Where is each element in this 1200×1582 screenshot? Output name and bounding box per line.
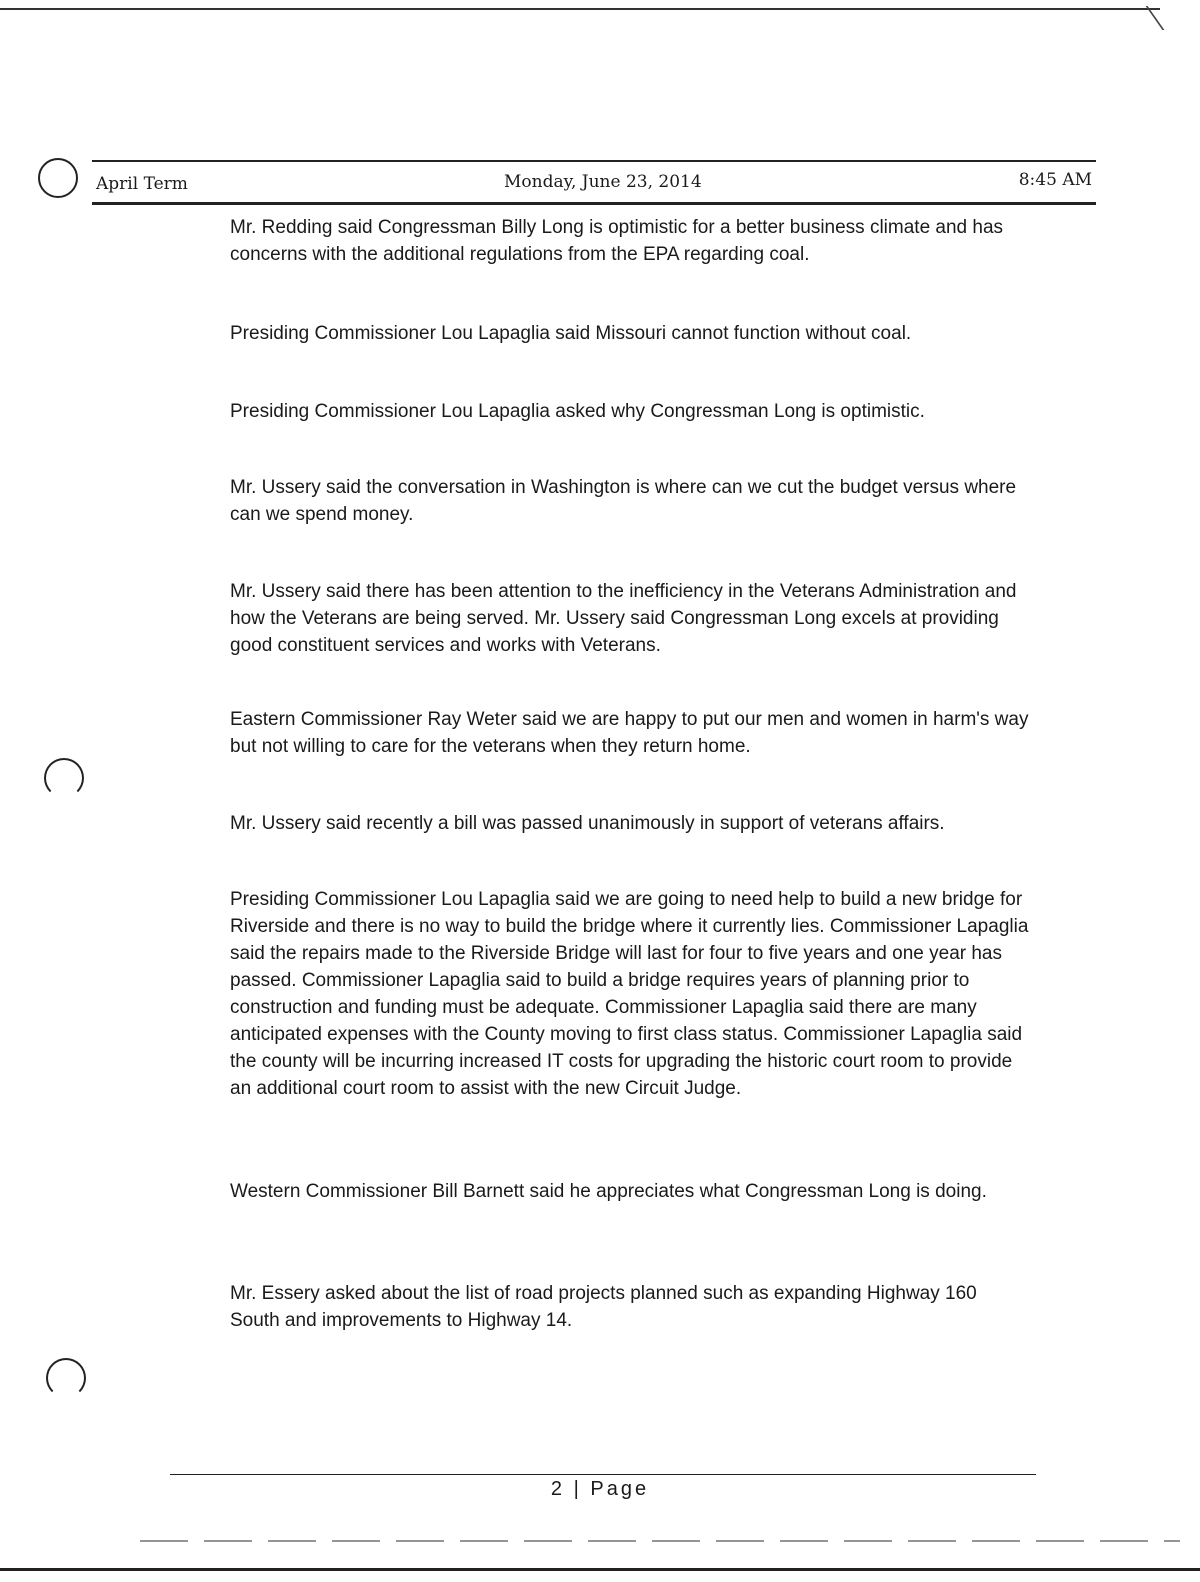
- scan-corner-mark: [1146, 6, 1187, 30]
- minutes-paragraph: Western Commissioner Bill Barnett said he appreciates what Congressman Long is doing.: [230, 1181, 987, 1202]
- minutes-paragraph: Mr. Redding said Congressman Billy Long is optimistic for a better business climate and has concerns with the additional regulations from the EPA regarding coal.: [230, 217, 1004, 265]
- minutes-paragraph: Mr. Ussery said there has been attention to the inefficiency in the Veterans Administration and how the Veterans are being served. Mr. Ussery said Congressman Long excels at providing good constituent services and works with Veterans.: [230, 581, 1017, 656]
- minutes-paragraph: Presiding Commissioner Lou Lapaglia said Missouri cannot function without coal.: [230, 323, 912, 344]
- scan-bottom-dashes: [140, 1540, 1180, 1542]
- header-date: Monday, June 23, 2014: [504, 172, 702, 192]
- minutes-paragraph: Mr. Essery asked about the list of road projects planned such as expanding Highway 160 South and improvements to Highway 14.: [230, 1283, 977, 1331]
- header-rule-bottom: [92, 202, 1096, 205]
- minutes-paragraph: Presiding Commissioner Lou Lapaglia asked why Congressman Long is optimistic.: [230, 401, 925, 422]
- binder-hole-middle: [44, 758, 84, 798]
- scan-top-edge-line: [0, 8, 1160, 10]
- minutes-paragraph: Mr. Ussery said recently a bill was passed unanimously in support of veterans affairs.: [230, 813, 945, 834]
- minutes-paragraph: Presiding Commissioner Lou Lapaglia said we are going to need help to build a new bridge for Riverside and there is no way to build the bridge where it currently lies. Commissioner Lapaglia said the repairs made to the Riverside Bridge will last for four to five years and one year has passed. Commissioner Lapaglia said to build a bridge requires years of planning prior to construction and funding must be adequate. Commissioner Lapaglia said there are many anticipated expenses with the County moving to first class status. Commissioner Lapaglia said the county will be incurring increased IT costs for upgrading the historic court room to provide an additional court room to assist with the new Circuit Judge.: [230, 889, 1029, 1099]
- header-rule-top: [92, 160, 1096, 162]
- scan-bottom-edge-line: [0, 1568, 1200, 1571]
- binder-hole-bottom: [46, 1358, 86, 1398]
- page-number: 2 | Page: [550, 1478, 650, 1500]
- header-time: 8:45 AM: [1018, 170, 1092, 190]
- binder-hole-top: [38, 158, 78, 198]
- page-header: [96, 170, 1092, 198]
- footer-rule: [170, 1474, 1036, 1475]
- minutes-paragraph: Eastern Commissioner Ray Weter said we are happy to put our men and women in harm's way but not willing to care for the veterans when they return home.: [230, 709, 1029, 757]
- header-term: April Term: [96, 174, 188, 194]
- minutes-paragraph: Mr. Ussery said the conversation in Washington is where can we cut the budget versus where can we spend money.: [230, 477, 1017, 525]
